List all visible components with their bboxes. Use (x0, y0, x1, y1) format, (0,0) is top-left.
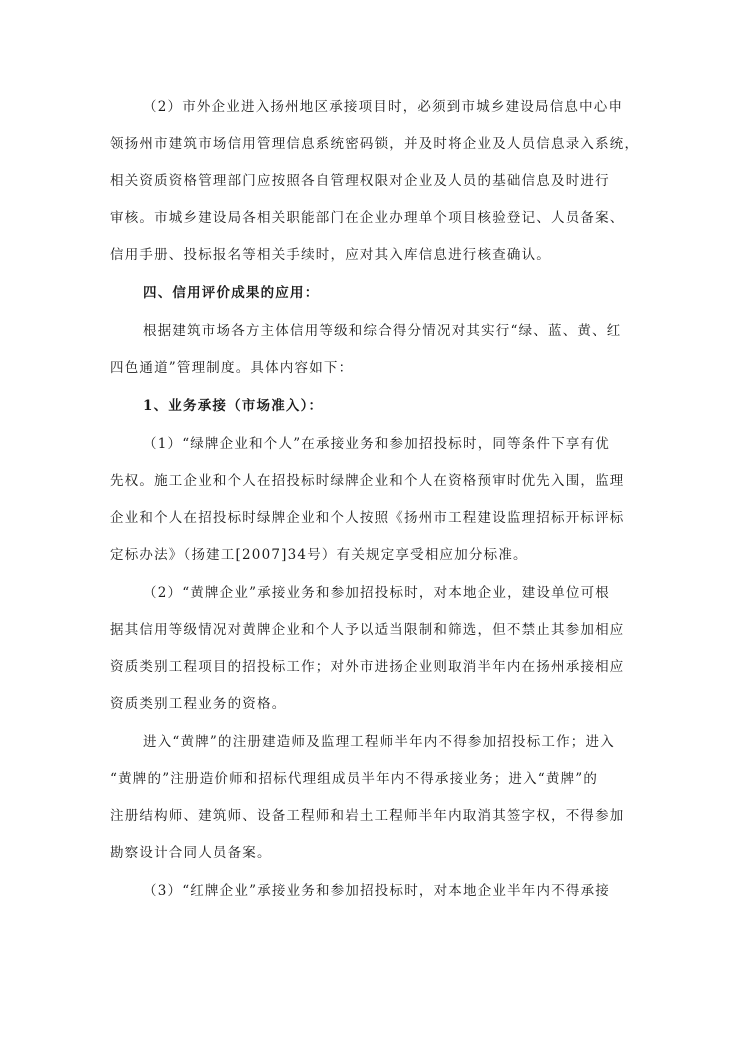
paragraph-line: 定标办法》（扬建工[2007]34号）有关规定享受相应加分标准。 (110, 547, 528, 563)
section-heading: 四、信用评价成果的应用： (143, 285, 320, 301)
paragraph-line: （2）市外企业进入扬州地区承接项目时，必须到市城乡建设局信息中心申 (143, 99, 624, 115)
paragraph-line: 四色通道”管理制度。具体内容如下： (110, 360, 354, 376)
paragraph-line: 资质类别工程项目的招投标工作；对外市进扬企业则取消半年内在扬州承接相应 (110, 659, 625, 675)
paragraph-line: 领扬州市建筑市场信用管理信息系统密码锁，并及时将企业及人员信息录入系统， (110, 136, 640, 152)
paragraph-line: （2）“黄牌企业”承接业务和参加招投标时，对本地企业，建设单位可根 (143, 585, 610, 601)
paragraph-line: 信用手册、投标报名等相关手续时，应对其入库信息进行核查确认。 (110, 247, 551, 263)
paragraph-line: 据其信用等级情况对黄牌企业和个人予以适当限制和筛选，但不禁止其参加相应 (110, 622, 625, 638)
paragraph-line: 勘察设计合同人员备案。 (110, 845, 272, 861)
paragraph-line: （3）“红牌企业”承接业务和参加招投标时，对本地企业半年内不得承接 (143, 883, 610, 899)
paragraph-line: 注册结构师、建筑师、设备工程师和岩土工程师半年内取消其签字权，不得参加 (110, 808, 625, 824)
paragraph-line: 企业和个人在招投标时绿牌企业和个人按照《扬州市工程建设监理招标开标评标 (110, 510, 625, 526)
paragraph-line: “黄牌的”注册造价师和招标代理组成员半年内不得承接业务；进入“黄牌”的 (110, 771, 599, 787)
paragraph-line: 资质类别工程业务的资格。 (110, 696, 287, 712)
paragraph-line: 进入“黄牌”的注册建造师及监理工程师半年内不得参加招投标工作；进入 (143, 734, 615, 750)
paragraph-line: 审核。市城乡建设局各相关职能部门在企业办理单个项目核验登记、人员备案、 (110, 210, 625, 226)
paragraph-line: 根据建筑市场各方主体信用等级和综合得分情况对其实行“绿、蓝、黄、红 (143, 323, 622, 339)
paragraph-line: 先权。施工企业和个人在招投标时绿牌企业和个人在资格预审时优先入围，监理 (110, 473, 625, 489)
paragraph-line: 相关资质资格管理部门应按照各自管理权限对企业及人员的基础信息及时进行 (110, 173, 610, 189)
subsection-heading: 1、业务承接（市场准入）： (143, 398, 324, 414)
paragraph-line: （1）“绿牌企业和个人”在承接业务和参加招投标时，同等条件下享有优 (143, 436, 610, 452)
